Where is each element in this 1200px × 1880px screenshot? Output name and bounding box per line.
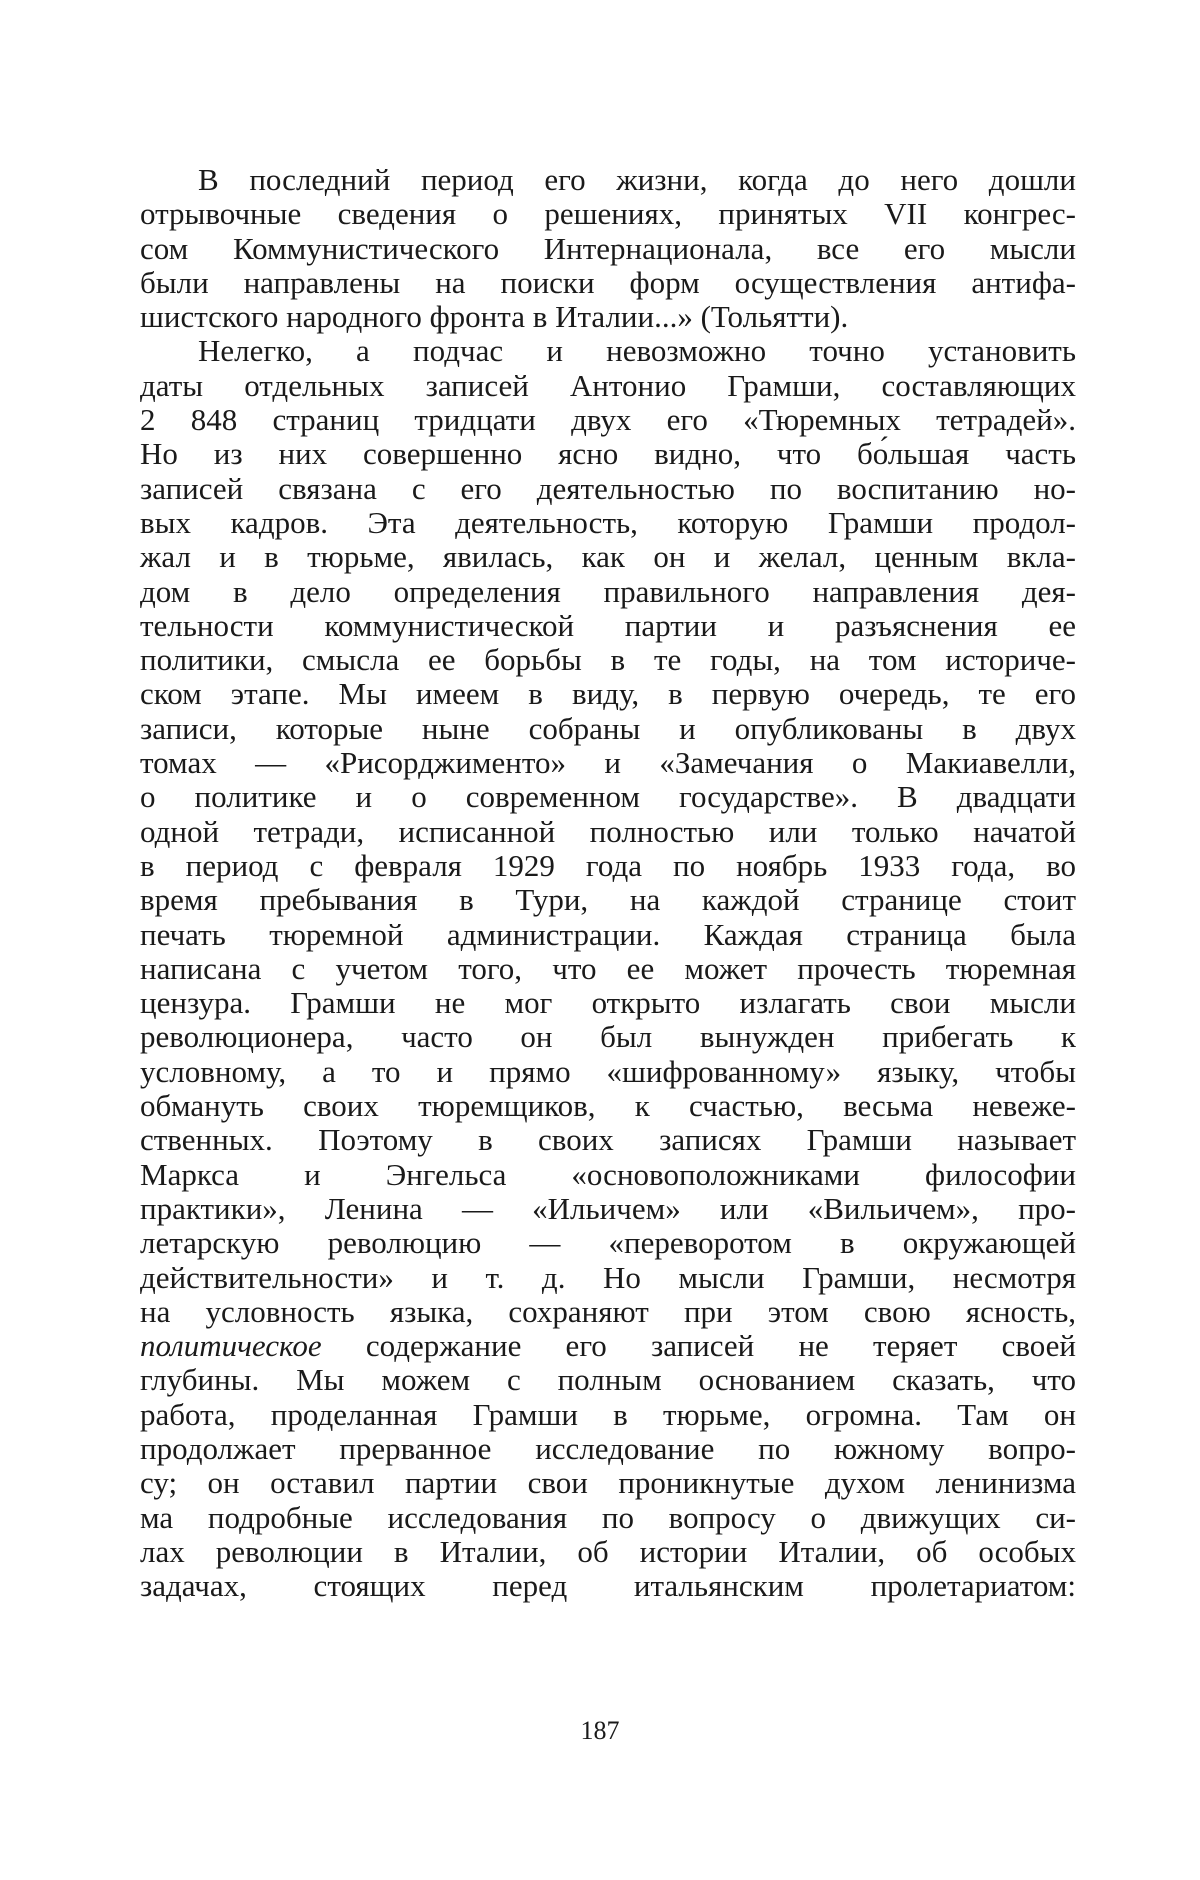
text-line: продолжает прерванное исследование по южному вопро-: [140, 1430, 1076, 1466]
text-line: были направлены на поиски форм осуществления антифа-: [140, 264, 1076, 300]
text-line: о политике и о современном государстве». В двадцати: [140, 779, 1076, 815]
text-line: летарскую революцию — «переворотом в окружающей: [140, 1225, 1076, 1261]
text-line: Но из них совершенно ясно видно, что бо́льшая часть: [140, 436, 1076, 472]
text-line: су; он оставил партии свои проникнутые духом ленинизма: [140, 1465, 1076, 1501]
text-line: записи, которые ныне собраны и опубликованы в двух: [140, 710, 1076, 746]
text-line: время пребывания в Тури, на каждой странице стоит: [140, 882, 1076, 918]
text-line: даты отдельных записей Антонио Грамши, составляющих: [140, 367, 1076, 403]
text-line: в период с февраля 1929 года по ноябрь 1933 года, во: [140, 847, 1076, 883]
text-line: [140, 1329, 1076, 1363]
text-line: действительности» и т. д. Но мысли Грамши, несмотря: [140, 1259, 1076, 1295]
text-line: работа, проделанная Грамши в тюрьме, огромна. Там он: [140, 1396, 1076, 1432]
text-line: лах революции в Италии, об истории Италии, об особых: [140, 1533, 1076, 1569]
text-line: записей связана с его деятельностью по воспитанию но-: [140, 470, 1076, 506]
body-text: [140, 163, 1076, 1603]
text-line: Маркса и Энгельса «основоположниками философии: [140, 1156, 1076, 1192]
paragraph-1: [140, 163, 1076, 334]
text-line: шистского народного фронта в Италии...» (Тольятти).: [140, 299, 849, 335]
page-number: 187: [580, 1716, 620, 1745]
text-line: отрывочные сведения о решениях, принятых VII конгрес-: [140, 196, 1076, 232]
text-line: сом Коммунистического Интернационала, все его мысли: [140, 230, 1076, 266]
text-line: революционера, часто он был вынужден прибегать к: [140, 1019, 1076, 1055]
text-line: тельности коммунистической партии и разъяснения ее: [140, 607, 1076, 643]
text-line: В последний период его жизни, когда до него дошли: [198, 162, 1076, 197]
text-line: печать тюремной администрации. Каждая страница была: [140, 916, 1076, 952]
text-line: политики, смысла ее борьбы в те годы, на том историче-: [140, 642, 1076, 678]
text-line: задачах, стоящих перед итальянским пролетариатом:: [140, 1568, 1076, 1604]
paragraph-2: [140, 334, 1076, 1603]
text-line: вых кадров. Эта деятельность, которую Грамши продол-: [140, 504, 1076, 540]
text-line: жал и в тюрьме, явилась, как он и желал, ценным вкла-: [140, 539, 1076, 575]
text-line: ма подробные исследования по вопросу о движущих си-: [140, 1499, 1076, 1535]
text-line: томах — «Рисорджименто» и «Замечания о Макиавелли,: [140, 745, 1076, 781]
text-line: на условность языка, сохраняют при этом свою ясность,: [140, 1293, 1076, 1329]
italic-emphasis: политическое: [140, 1328, 322, 1364]
text-line: Нелегко, а подчас и невозможно точно установить: [198, 333, 1076, 369]
text-line: условному, а то и прямо «шифрованному» языку, чтобы: [140, 1053, 1076, 1089]
text-line: ском этапе. Мы имеем в виду, в первую очередь, те его: [140, 676, 1076, 712]
text-line: обмануть своих тюремщиков, к счастью, весьма невеже-: [140, 1088, 1076, 1124]
text-line-rest: содержание его записей не теряет своей: [321, 1328, 1076, 1364]
text-line: глубины. Мы можем с полным основанием сказать, что: [140, 1362, 1076, 1398]
text-line: практики», Ленина — «Ильичем» или «Вильичем», про-: [140, 1190, 1076, 1226]
text-line: ственных. Поэтому в своих записях Грамши называет: [140, 1122, 1076, 1158]
text-line: дом в дело определения правильного направления дея-: [140, 573, 1076, 609]
text-line: 2 848 страниц тридцати двух его «Тюремных тетрадей».: [140, 402, 1076, 438]
text-line: одной тетради, исписанной полностью или только начатой: [140, 813, 1076, 849]
text-line: цензура. Грамши не мог открыто излагать свои мысли: [140, 985, 1076, 1021]
text-line: написана с учетом того, что ее может прочесть тюремная: [140, 950, 1076, 986]
